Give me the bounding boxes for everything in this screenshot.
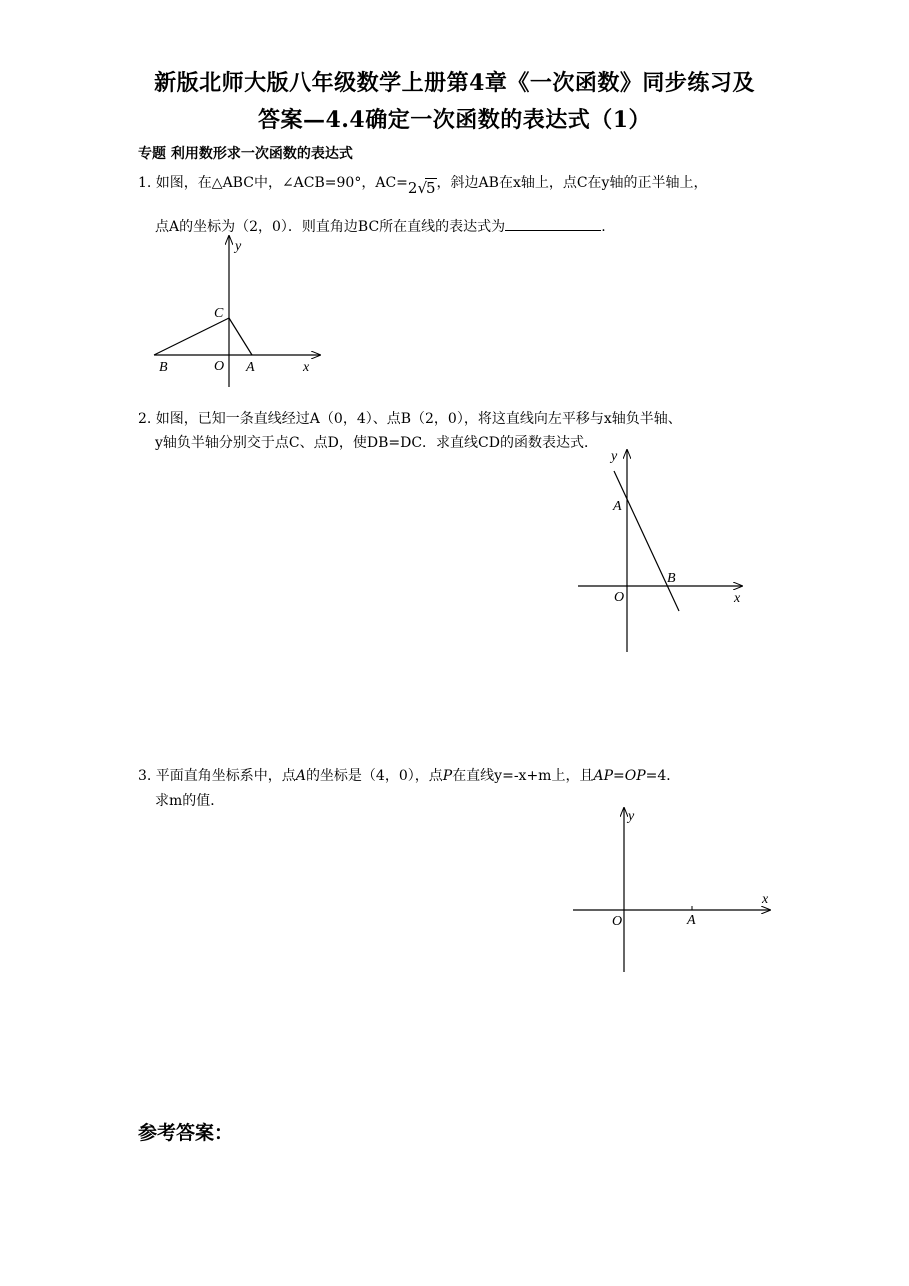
q2-line-1: 2. 如图，已知一条直线经过A（0，4）、点B（2，0），将这直线向左平移与x轴负半轴、 [138,411,682,427]
q3-point-p: P [442,768,453,784]
q1-side-ca [229,318,252,355]
q1-label-x: x [303,360,310,375]
document-title-line-1: 新版北师大版八年级数学上册第4章《一次函数》同步练习及 [154,70,755,96]
q1-text-part-2: ，斜边AB在x轴上，点C在y轴的正半轴上， [436,175,708,191]
document-title-line-2: 答案—4.4确定一次函数的表达式（1） [257,107,652,133]
q1-text-part-1: 1. 如图，在△ABC中，∠ACB=90°，AC= [138,175,408,191]
q3-text-e: 在直线y=-x+m上，且 [452,768,594,784]
q1-label-a: A [246,360,255,375]
q1-label-b: B [159,360,168,375]
q2-label-b: B [667,571,676,586]
q1-figure [154,236,320,387]
q3-text-a: 3. 平面直角坐标系中，点 [138,768,296,784]
q2-label-x: x [734,591,741,606]
q1-sqrt-radicand: 5 [426,179,436,197]
q2-label-y: y [611,449,618,464]
q1-line-2-text: 点A的坐标为（2，0）．则直角边BC所在直线的表达式为 [155,219,506,235]
q3-text-c: 的坐标是（4，0），点 [305,768,443,784]
answer-heading: 参考答案： [138,1122,234,1144]
q3-text-g: =4． [645,768,681,784]
q1-line-2-end: . [601,219,606,235]
q3-figure [573,808,770,972]
q1-label-y: y [235,239,242,254]
q2-line-2: y轴负半轴分别交于点C、点D，使DB=DC．求直线CD的函数表达式． [155,435,598,451]
q2-label-o: O [614,590,625,605]
q3-label-o: O [612,914,623,929]
q3-label-a: A [687,913,696,928]
q1-label-o: O [214,359,225,374]
q3-condition: AP=OP [593,768,646,784]
q3-label-y: y [628,809,635,824]
q1-label-c: C [214,306,224,321]
section-title: 专题 利用数形求一次函数的表达式 [138,146,353,162]
q1-side-bc [154,318,229,355]
q3-point-a: A [295,768,306,784]
q2-figure [578,449,742,652]
q3-label-x: x [762,892,769,907]
q3-line-2: 求m的值． [155,793,225,809]
q2-label-a: A [613,499,622,514]
q1-sqrt-expression: 2√5 [407,179,436,197]
q1-sqrt-coefficient: 2 [407,179,418,197]
q3-line-1 [138,765,680,785]
